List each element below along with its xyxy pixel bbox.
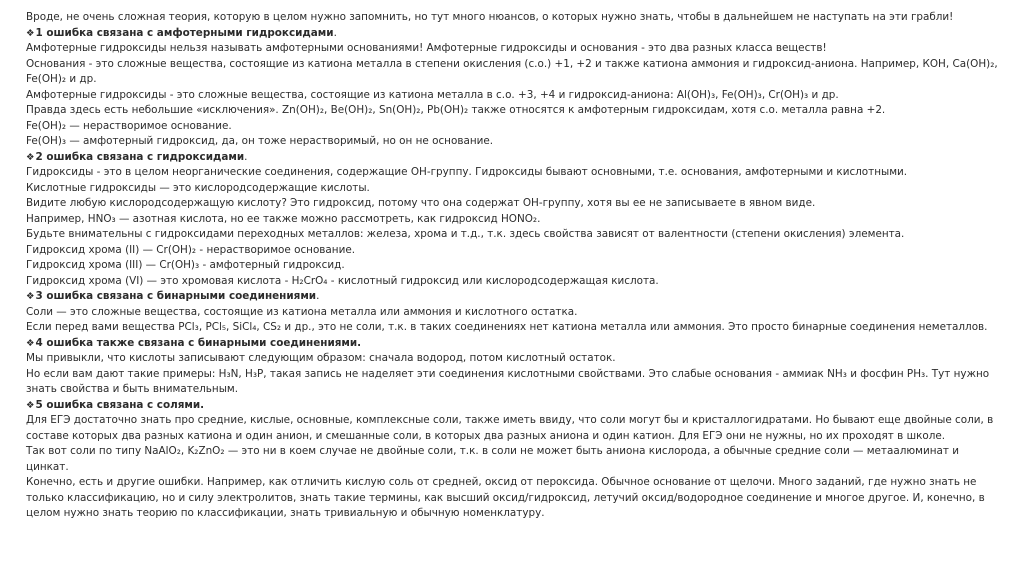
section-1-line: Амфотерные гидроксиды - это сложные вещества, состоящие из катиона металла в с.о. +3, +4 и гидроксид-аниона: Al(OH)₃, Fe(OH)₃, Cr(OH)₃ и др. [26,88,839,101]
section-1-line: Правда здесь есть небольшие «исключения». Zn(OH)₂, Be(OH)₂, Sn(OH)₂, Pb(OH)₂ также относятся к амфотерным гидроксидам, хотя с.о. металла равна +2. [26,104,886,116]
section-5-line: Конечно, есть и другие ошибки. Например, как отличить кислую соль от средней, оксид от пероксида. Обычное основание от щелочи. Много заданий, где нужно знать не только классификацию, но и силу электролитов, знать такие термины, как высший оксид/гидроксид, летучий оксид/водородное соединение и многое другое. И, конечно, в целом нужно знать теорию по классификации, знать тривиальную и обычную номенклатуру. [26,476,985,519]
section-2-line: Например, HNO₃ — азотная кислота, но ее также можно рассмотреть, как гидроксид HONO₂. [26,212,541,225]
section-4-line: Мы привыкли, что кислоты записывают следующим образом: сначала водород, потом кислотный остаток. [26,352,616,364]
section-1-heading: ❖1 ошибка связана с амфотерными гидроксидами. [26,26,337,39]
section-4-title: 4 ошибка также связана с бинарными соединениями. [35,336,362,349]
section-4-heading [26,336,1001,352]
section-1-line: Амфотерные гидроксиды нельзя называть амфотерными основаниями! Амфотерные гидроксиды и основания - это два разных класса веществ! [26,42,827,54]
section-2-line: Гидроксиды - это в целом неорганические соединения, содержащие ОН-группу. Гидроксиды бывают основными, т.е. основания, амфотерными и кислотными. [26,166,908,178]
section-1-line: Fe(OH)₃ — амфотерный гидроксид, да, он тоже нерастворимый, но он не основание. [26,135,494,147]
section-1-title: 1 ошибка связана с амфотерными гидроксидами [35,26,334,39]
diamond-bullet-icon: ❖ [26,27,35,39]
section-3-heading: ❖3 ошибка связана с бинарными соединениями. [26,290,320,302]
diamond-bullet-icon: ❖ [26,337,35,349]
diamond-bullet-icon: ❖ [26,291,35,302]
section-3-line: Если перед вами вещества PCl₃, PCl₅, SiCl₄, CS₂ и др., это не соли, т.к. в таких соединениях нет катиона металла или аммония. Это просто бинарные соединения неметаллов. [26,321,988,333]
section-2-line: Будьте внимательны с гидроксидами переходных металлов: железа, хрома и т.д., т.к. здесь свойства зависят от валентности (степени окисления) элемента. [26,228,905,240]
diamond-bullet-icon: ❖ [26,399,35,411]
section-5-line: Для ЕГЭ достаточно знать про средние, кислые, основные, комплексные соли, также иметь ввиду, что соли могут бы и кристаллогидратами. Но бывают еще двойные соли, в составе которых два разных катиона и один анион, и смешанные соли, в которых два разных аниона и один катион. Для ЕГЭ они не нужны, но их проходят в школе. [26,414,994,442]
section-2-title: 2 ошибка связана с гидроксидами [35,150,245,163]
intro-paragraph: Вроде, не очень сложная теория, которую в целом нужно запомнить, но тут много нюансов, о которых нужно знать, чтобы в дальнейшем не наступать на эти грабли! [26,11,954,23]
diamond-bullet-icon: ❖ [26,151,35,163]
section-5-title: 5 ошибка связана с солями. [35,398,205,411]
section-2-line: Гидроксид хрома (VI) — это хромовая кислота - H₂CrO₄ - кислотный гидроксид или кислородсодержащая кислота. [26,274,659,287]
section-2-heading: ❖2 ошибка связана с гидроксидами. [26,150,248,163]
section-5-line: Так вот соли по типу NaAlO₂, K₂ZnO₂ — это ни в коем случае не двойные соли, т.к. в соли не может быть аниона кислорода, а обычные средние соли — метаалюминат и цинкат. [26,445,959,473]
section-2-line: Кислотные гидроксиды — это кислородсодержащие кислоты. [26,181,370,194]
section-3-title: 3 ошибка связана с бинарными соединениями [35,290,317,302]
section-2-line: Гидроксид хрома (II) — Cr(OH)₂ - нерастворимое основание. [26,243,356,256]
section-2-line: Гидроксид хрома (III) — Cr(OH)₃ - амфотерный гидроксид. [26,259,345,271]
section-1-line: Основания - это сложные вещества, состоящие из катиона металла в степени окисления (с.о.) +1, +2 и также катиона аммония и гидроксид-аниона. Например, КОН, Ca(OH)₂, Fe(OH)₂ и др. [26,57,998,85]
section-4-line: Но если вам дают такие примеры: H₃N, H₃P, такая запись не наделяет эти соединения кислотными свойствами. Это слабые основания - аммиак NH₃ и фосфин PH₃. Тут нужно знать свойства и быть внимательным. [26,367,990,395]
section-5-heading [26,398,1001,414]
document-body [26,10,1001,522]
section-1-line: Fe(OH)₂ — нерастворимое основание. [26,119,232,132]
section-2-line: Видите любую кислородсодержащую кислоту? Это гидроксид, потому что она содержат ОН-группу, хотя вы ее не записываете в явном виде. [26,197,816,209]
section-3-line: Соли — это сложные вещества, состоящие из катиона металла или аммония и кислотного остатка. [26,305,578,318]
